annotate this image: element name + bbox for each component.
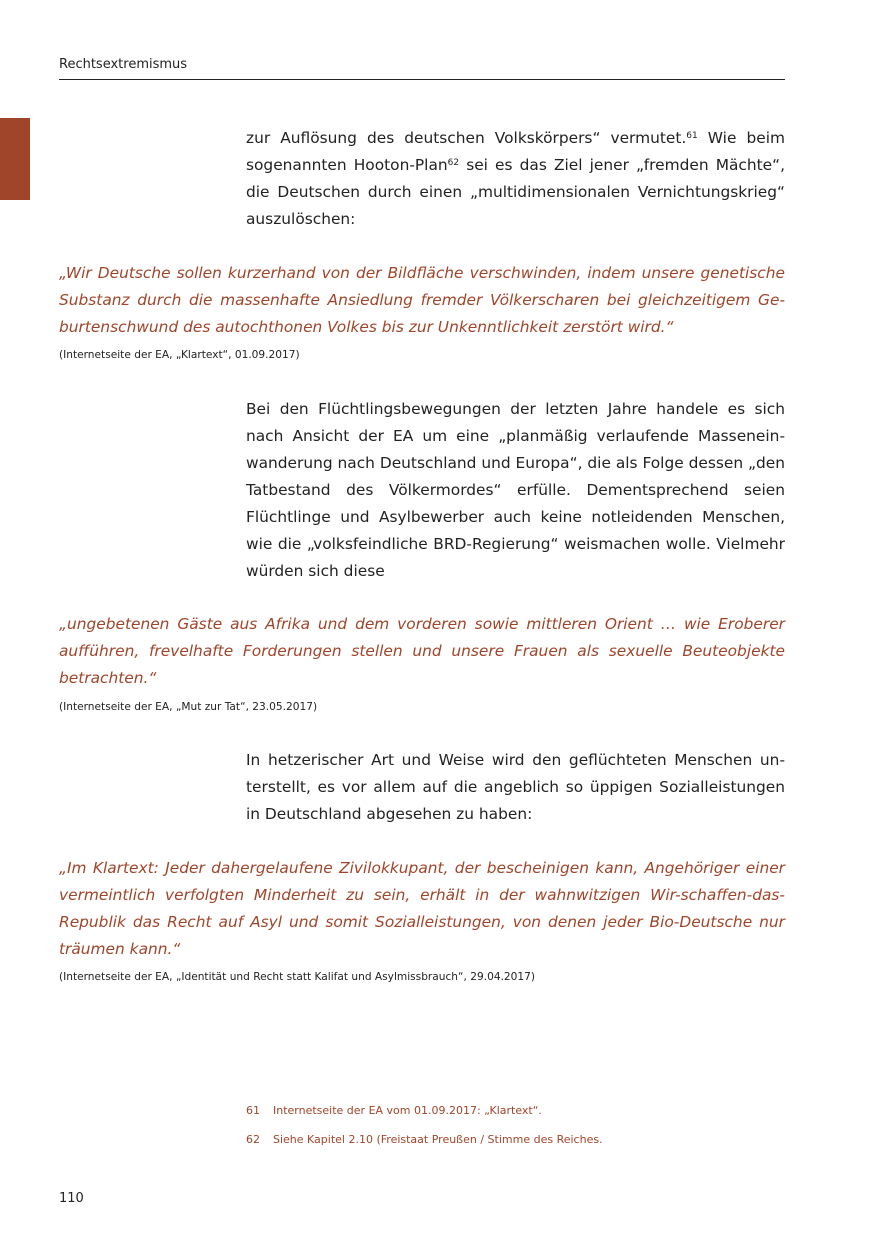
footnote-number: 62 <box>246 1133 260 1146</box>
quote-source-2: (Internetseite der EA, „Mut zur Tat“, 23.05.2017) <box>59 701 318 713</box>
body-paragraph-2: Bei den Flüchtlingsbewegungen der letzten Jahre handele es sich nach Ansicht der EA um eine „planmäßig verlaufende Masseneinwanderung nach Deutschland und Europa“, die als Folge dessen „den Tatbestand des Völkermordes“ erfülle. Dementsprechend seien Flüchtlinge und Asylbewerber auch keine notleidenden Menschen, wie die „volksfeindliche BRD-Regierung“ weismachen wolle. Vielmehr würden sich diese <box>246 400 785 580</box>
footnote-ref-62[interactable]: 62 <box>447 158 460 168</box>
footnote-62 <box>246 1133 603 1146</box>
block-quote-1: „Wir Deutsche sollen kurzerhand von der Bildfläche verschwinden, indem unsere genetische Substanz durch die massenhafte Ansiedlung fremder Völkerscharen bei gleichzeitigem Geburtenschwund des autochthonen Volkes bis zur Unkenntlichkeit zerstört wird.“ <box>59 264 785 336</box>
footnote-text: Internetseite der EA vom 01.09.2017: „Klartext“. <box>273 1104 542 1117</box>
footnote-61 <box>246 1104 542 1117</box>
footnote-text: Siehe Kapitel 2.10 (Freistaat Preußen / Stimme des Reiches. <box>273 1133 603 1146</box>
header-divider <box>59 79 785 80</box>
block-quote-2: „ungebetenen Gäste aus Afrika und dem vorderen sowie mittleren Orient … wie Eroberer aufführen, frevelhafte Forderungen stellen und unsere Frauen als sexuelle Beuteobjekte betrachten.“ <box>59 615 785 687</box>
footnote-number: 61 <box>246 1104 260 1117</box>
page-number: 110 <box>59 1191 84 1206</box>
body-paragraph-3: In hetzerischer Art und Weise wird den geflüchteten Menschen unterstellt, es vor allem auf die angeblich so üppigen Sozialleistungen in Deutschland abgesehen zu haben: <box>246 751 785 823</box>
block-quote-3: „Im Klartext: Jeder dahergelaufene Zivilokkupant, der bescheinigen kann, Angehöriger einer vermeintlich verfolgten Minderheit zu sein, erhält in der wahnwitzigen Wir-schaffen-das-Republik das Recht auf Asyl und somit Sozialleistungen, von denen jeder Bio-Deutsche nur träumen kann.“ <box>59 859 785 958</box>
quote-source-3: (Internetseite der EA, „Identität und Recht statt Kalifat und Asylmissbrauch“, 29.04.2017) <box>59 971 536 983</box>
running-header-title: Rechtsextremismus <box>59 57 188 72</box>
body-paragraph-1 <box>246 125 785 233</box>
para1-text-a: zur Auflösung des deutschen Volkskörpers“ vermutet. <box>246 129 687 147</box>
footnote-ref-61[interactable]: 61 <box>686 131 698 141</box>
para1-text-c: sei es das Ziel jener „fremden Mächte“, die Deutschen durch einen „multidimensionalen Vernichtungskrieg“ auszulöschen: <box>246 156 785 228</box>
para1-text-b: Wie beim sogenannten Hooton-Plan <box>246 129 785 174</box>
quote-source-1: (Internetseite der EA, „Klartext“, 01.09.2017) <box>59 349 300 361</box>
chapter-side-tab <box>0 118 30 200</box>
